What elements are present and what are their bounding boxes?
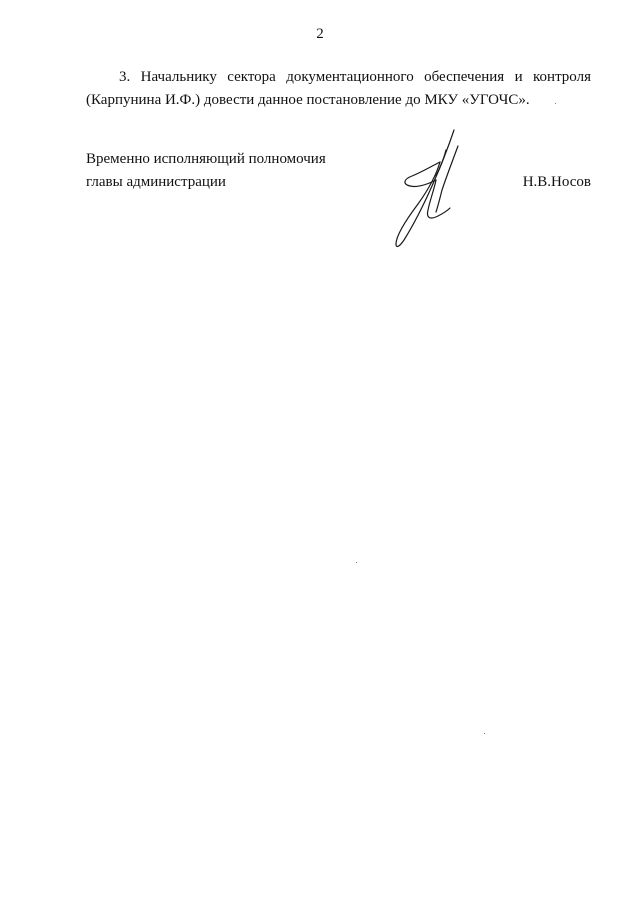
signer-position (86, 148, 591, 194)
scan-speck (484, 733, 485, 734)
signer-position-line-2: главы администрации (86, 174, 226, 190)
signer-name: Н.В.Носов (522, 174, 591, 190)
paragraph-item-3 (86, 66, 591, 112)
handwritten-signature (388, 128, 468, 250)
page-number: 2 (316, 26, 324, 42)
scan-speck (555, 103, 556, 104)
signature-block (86, 148, 591, 194)
paragraph-line-2: (Карпунина И.Ф.) довести данное постановление до МКУ «УГОЧС». (86, 92, 530, 108)
scan-speck (356, 562, 357, 563)
paragraph-line-1: 3. Начальнику сектора документационного обеспечения и контроля (119, 69, 591, 85)
signer-position-line-1: Временно исполняющий полномочия (86, 151, 326, 167)
